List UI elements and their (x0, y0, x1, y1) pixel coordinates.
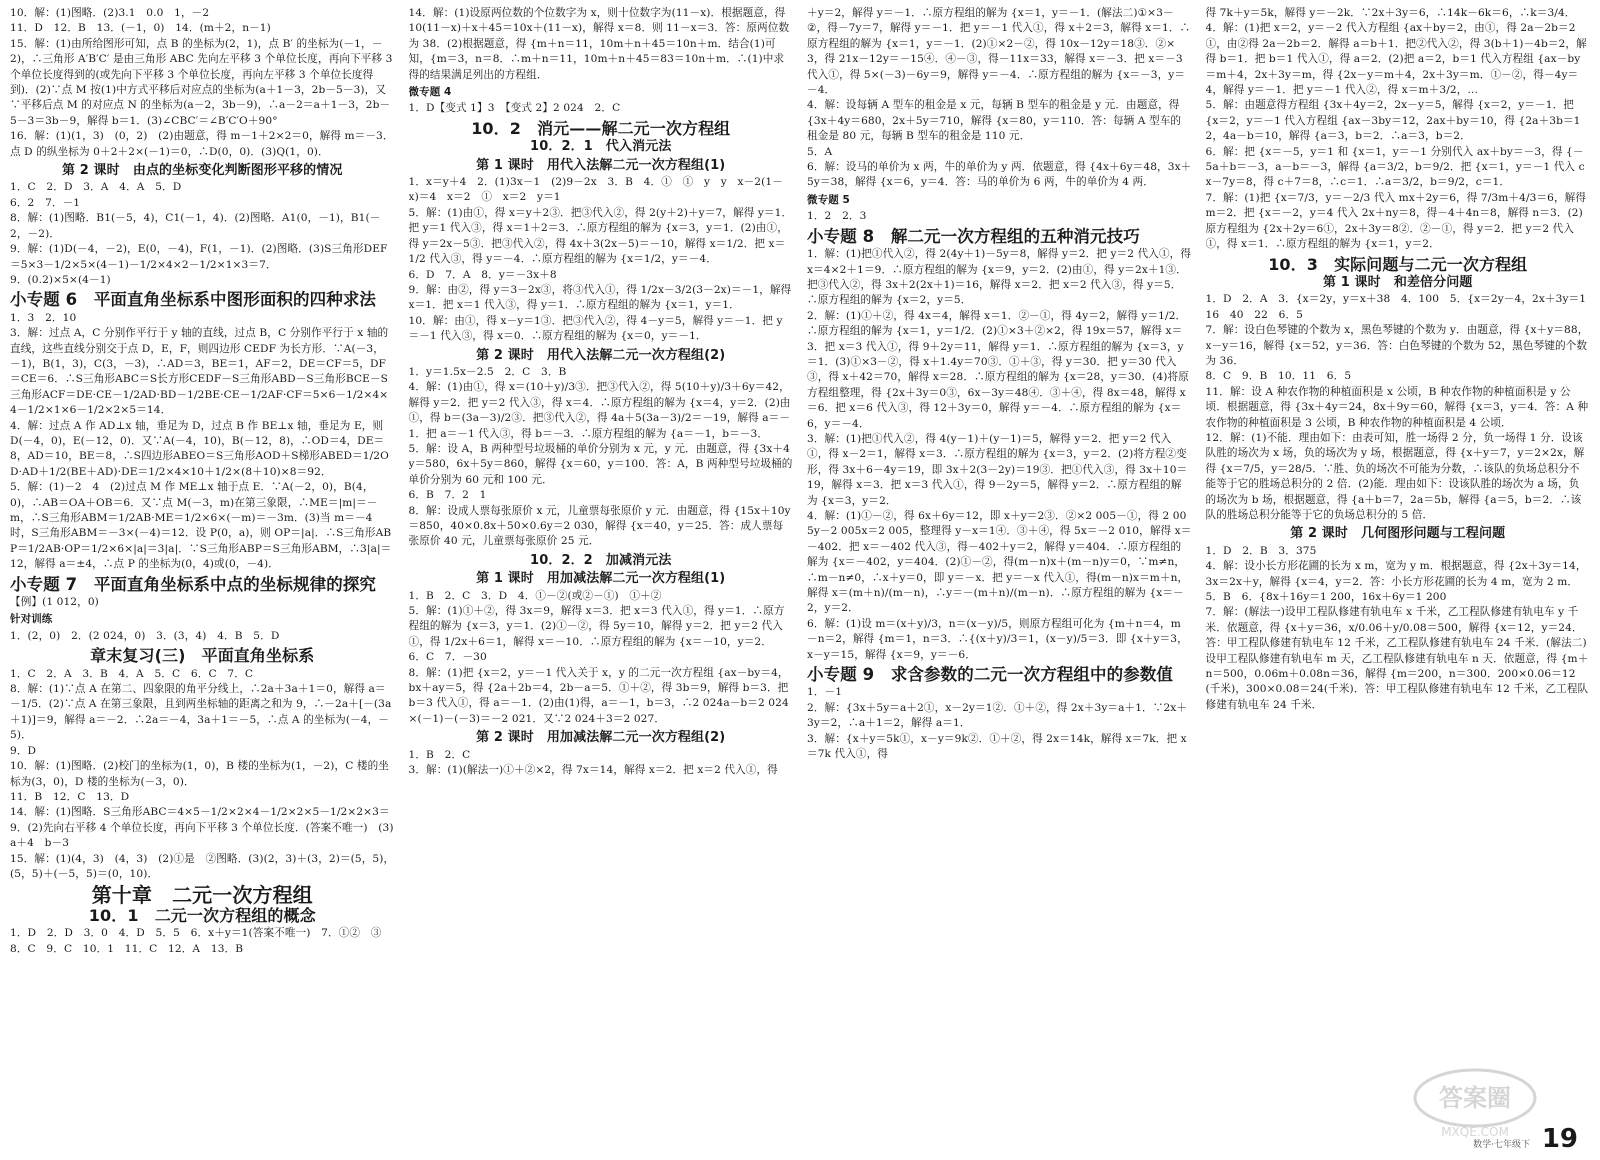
answer-item: 8．解：(1)图略．B1(－5，4)，C1(－1，4)．(2)图略．A1(0，－1)，B1(－2，－2)． (10, 212, 381, 240)
answer-item: 15．解：(1)由所给图形可知，点 B 的坐标为(2，1)，点 B′ 的坐标为(－1，－2)，∴三角形 A′B′C′ 是由三角形 ABC 先向左平移 3 个单位长度，再向下平移 3 个单位长度得到的(或先向下平移 3 个单位长度，再向左平移 3 个单位长度得到)．(2)∵点 M 按(1)中方式平移后对应点的坐标为(a＋1－3，2b－5－3)，又∵平移后点 M 的对应点 N 的坐标为(a－2，3b－9)，∴a－2＝a＋1－3，2b－5－3＝3b－9，解得 b＝1．(3)∠CBC′＝∠B′C′O＋90° (10, 37, 393, 127)
answer-item: 16．解：(1)(1，3) (0，2) (2)由题意，得 m－1＋2×2＝0，解得 m＝－3．点 D 的纵坐标为 0＋2＋2×(－1)＝0，∴D(0，0)．(3)Q(1，0)． (10, 130, 394, 158)
answer-item: 1．y＝1.5x－2.5 2．C 3．B (408, 365, 567, 378)
answer-item: ＋y＝2，解得 y＝－1．∴原方程组的解为 {x＝1，y＝－1．(解法二)①×3－②，得－7y＝7，解得 y＝－1．把 y＝－1 代入①，得 x＋2＝3，解得 x＝1．∴原方程组的解为 {x＝1，y＝－1．(2)①×2－②，得 10x－12y＝18③．②×3，得 21x－12y＝－15④．④－③，得－11x＝33，解得 x＝－3．把 x＝－3 代入①，得 5×(－3)－6y＝9，解得 y＝－4．∴原方程组的解为 {x＝－3，y＝－4． (807, 7, 1191, 97)
answer-item: 4．解：(1)把 x＝2，y＝－2 代入方程组 {ax＋by＝2，由①，得 2a－2b＝2①，由②得 2a－2b＝2．解得 a＝b＋1．把②代入②，得 3(b＋1)－4b＝2，解得 b＝1．把 b＝1 代入①，得 a＝2．(2)把 a＝2，b＝1 代入方程组 {ax－by＝m＋4，2x＋3y＝m，得 {2x－y＝m＋4，2x＋3y＝m．①－②，得－4y＝4，解得 y＝－1．把 y＝－1 代入②，得 x＝m＋3/2，… (1205, 22, 1587, 97)
column-1 (10, 6, 395, 1160)
answer-item: 9．D (10, 744, 37, 757)
answer-item: 10．解：(1)图略．(2)3.1 0.0 1，－2 (10, 7, 210, 19)
answer-item: 5．解：设 A，B 两种型号垃圾桶的单价分别为 x 元，y 元．由题意，得 {3x＋4y＝580，6x＋5y＝860，解得 {x＝60，y＝100．答：A，B 两种型号垃圾桶的单价分别为 60 元和 100 元． (408, 442, 793, 486)
section-heading: 10．3 实际问题与二元一次方程组 (1268, 254, 1528, 274)
answer-item: 3．解：{x＋y＝5k①，x－y＝9k②．①＋②，得 2x＝14k，解得 x＝7k．把 x＝7k 代入①，得 (807, 732, 1187, 761)
answer-item: 9．解：由②，得 y＝3－2x③，将③代入①，得 1/2x－3/2(3－2x)＝－1，解得 x＝1．把 x＝1 代入③，得 y＝1．∴原方程组的解为 {x＝1，y＝1． (408, 283, 792, 312)
answer-item: 5．解：(1)①＋②，得 3x＝9，解得 x＝3．把 x＝3 代入①，得 y＝1．∴原方程组的解为 {x＝3，y＝1．(2)①－②，得 5y＝10，解得 y＝2．把 y＝2 代入①，得 1/2x＋6＝1，解得 x＝－10．∴原方程组的解为 {x＝－10，y＝2． (408, 605, 785, 648)
answer-item: 5．解：(1)－2 4 (2)过点 M 作 ME⊥x 轴于点 E．∵A(－2，0)，B(4，0)，∴AB＝OA＋OB＝6．又∵点 M(－3，m)在第三象限，∴ME＝|m|＝－m，∴S三角形ABM＝1/2AB·ME＝1/2×6×(－m)＝－3m．(3)当 m＝－4 时，S三角形ABM＝－3×(－4)＝12．设 P(0，a)，则 OP＝|a|．∴S三角形ABP＝1/2AB·OP＝1/2×6×|a|＝3|a|．∵S三角形ABP＝S三角形ABM，∴3|a|＝12，解得 a＝±4，∴点 P 的坐标为(0，4)或(0，－4)． (10, 481, 392, 571)
answer-item: 1．x＝y＋4 2．(1)3x－1 (2)9－2x 3．B 4．① ① y y x－2(1－x)＝4 x＝2 ① x＝2 y＝1 (408, 176, 783, 204)
answer-item: 6．解：(1)设 m＝(x＋y)/3，n＝(x－y)/5，则原方程组可化为 {m＋n＝4，m－n＝2，解得 {m＝1，n＝3．∴{(x＋y)/3＝1，(x－y)/5＝3．即 {x＋y＝3，x－y＝15，解得 {x＝9，y＝－6． (807, 617, 1188, 661)
answer-item: 6．B 7．2 1 (408, 489, 487, 502)
answer-item: 8．解：(1)把 {x＝2，y＝－1 代入关于 x，y 的二元一次方程组 {ax－by＝4，bx＋ay＝5，得 {2a＋2b＝4，2b－a＝5．①＋②，得 3b＝9，解得 b＝3．把 b＝3 代入①，得 a＝－1．(2)由(1)得，a＝－1，b＝3，∴2 024a－b＝2 024×(－1)－(－3)＝－2 021．又∵2 024＋3＝2 027． (408, 666, 789, 725)
section-heading: 10．2 消元——解二元一次方程组 (471, 118, 731, 138)
lesson-heading: 第 1 课时 和差倍分问题 (1323, 274, 1473, 290)
answer-item: 1．B 2．C (408, 748, 471, 761)
answer-item: 1．D 2．B 3．375 (1205, 544, 1317, 557)
answer-item: 1．2 2．3 (807, 210, 867, 223)
answer-item: 5．解：(1)由①，得 x＝y＋2③．把③代入②，得 2(y＋2)＋y＝7，解得 y＝1．把 y＝1 代入③，得 x＝1＋2＝3．∴原方程组的解为 {x＝3，y＝1．(2)由①，得 y＝2x－5③．把③代入②，得 4x＋3(2x－5)＝－10，解得 x＝1/2．把 x＝1/2 代入③，得 y＝－4．∴原方程组的解为 {x＝1/2，y＝－4． (408, 206, 793, 266)
answer-item: 1．3 2．10 (10, 311, 77, 324)
answer-item: 5．B 6．{8x＋16y＝1 200，16x＋6y＝1 200 (1205, 591, 1447, 604)
answer-item: 7．解：(1)把 {x＝7/3，y＝－2/3 代入 mx＋2y＝6，得 7/3m＋4/3＝6，解得 m＝2．把 {x＝－2，y＝4 代入 2x＋ny＝8，得－4＋4n＝8，解得 n＝3．(2)原方程组为 {2x＋2y＝6①，2x＋3y＝8②．②－①，得 y＝2．把 y＝2 代入①，得 x＝1．∴原方程组的解为 {x＝1，y＝2． (1205, 191, 1587, 251)
section-heading: 章末复习(三) 平面直角坐标系 (90, 646, 315, 666)
svg-text:MXQE.COM: MXQE.COM (1441, 1125, 1509, 1139)
answer-item: 8．C 9．B 10．11 6．5 (1205, 370, 1352, 383)
answer-item: 5．A (807, 145, 833, 158)
answer-item: 1．B 2．C 3．D 4．①－②(或②－①) ①＋② (408, 589, 662, 602)
answer-item: 1．－1 (807, 686, 843, 699)
answer-item: 6．2 7．－1 (10, 196, 81, 209)
lesson-heading: 第 2 课时 用代入法解二元一次方程组(2) (476, 347, 726, 363)
answer-item: 11．D 12．B 13．(－1，0) 14．(m＋2，n－1) (10, 22, 271, 35)
lesson-heading: 第 2 课时 几何图形问题与工程问题 (1290, 526, 1506, 542)
svg-text:答案圈: 答案圈 (1439, 1084, 1511, 1112)
answer-item: 9．(0.2)×5×(4－1) (10, 273, 111, 286)
answer-item: 1．C 2．A 3．B 4．A 5．C 6．C 7．C (10, 667, 254, 680)
answer-item: 4．解：设小长方形花圃的长为 x m，宽为 y m．根据题意，得 {2x＋3y＝14，3x＝2x＋y，解得 {x＝4，y＝2．答：小长方形花圃的长为 4 m，宽为 2 m． (1205, 560, 1587, 588)
answer-item: 2．解：(1)①＋②，得 4x＝4，解得 x＝1．②－①，得 4y＝2，解得 y＝1/2．∴原方程组的解为 {x＝1，y＝1/2．(2)①×3＋②×2，得 19x＝57，解得 x＝3．把 x＝3 代入①，得 9＋2y＝11，解得 y＝1．∴原方程组的解为 {x＝3，y＝1．(3)①×3－②，得 x＋1.4y＝70③．①＋③，得 y＝30．把 y＝30 代入③，得 x＋42＝70，解得 x＝28．∴原方程组的解为 {x＝28，y＝30．(4)将原方程组整理，得 {2x＋3y＝0③，6x－3y＝48④．③＋④，得 8x＝48，解得 x＝6．把 x＝6 代入③，得 12＋3y＝0，解得 y＝－4．∴原方程组的解为 {x＝6，y＝－4． (807, 309, 1189, 430)
sub-heading: 针对训练 (10, 613, 53, 626)
answer-item: 6．解：把 {x＝－5，y＝1 和 {x＝1，y＝－1 分别代入 ax＋by＝－3，得 {－5a＋b＝－3，a－b＝－3，解得 {a＝3/2，b＝9/2．把 {x＝1，y＝－1 代入 cx－7y＝8，得 c＋7＝8，∴c＝1．∴a＝3/2，b＝9/2，c＝1． (1205, 145, 1585, 189)
answer-item: 3．解：(1)把①代入②，得 4(y－1)＋(y－1)＝5，解得 y＝2．把 y＝2 代入①，得 x－2＝1，解得 x＝3．∴原方程组的解为 {x＝3，y＝2．(2)将方程②变形，得 3x＋6－4y＝19，即 3x＋2(3－2y)＝19③．把①代入③，得 3x＋10＝19，解得 x＝3．把 x＝3 代入①，得 9－2y＝5，解得 y＝2．∴原方程组的解为 {x＝3，y＝2． (807, 432, 1188, 507)
answer-item: 4．解：(1)①－②，得 6x＋6y＝12，即 x＋y＝2③．②×2 005－①，得 2 005y－2 005x＝2 005，整理得 y－x＝1④．③＋④，得 5x＝－2 010，解得 x＝－402．把 x＝－402 代入③，得－402＋y＝2，解得 y＝404．∴原方程组的解为 {x＝－402，y＝404．(2)①－②，得(m－n)x＋(m－n)y＝0，∵m≠n，∴m－n≠0，∴x＋y＝0，即 y＝－x．把 y＝－x 代入①，得(m－n)x＝m＋n，解得 x＝(m＋n)/(m－n)，∴y＝－(m＋n)/(m－n)．∴原方程组的解为 {x＝－2，y＝2． (807, 510, 1192, 615)
chapter-heading: 第十章 二元一次方程组 (91, 883, 313, 908)
answer-item: 12．解：(1)不能．理由如下：由表可知，胜一场得 2 分，负一场得 1 分．设该队胜的场次为 x 场，负的场次为 y 场，根据题意，得 {x＋y＝7，y＝2×2x，解得 {x＝7/5，y＝28/5．∵胜、负的场次不可能为分数，∴该队的负场总积分不能等于它的胜场总积分的 2 倍．(2)能．理由如下：设该队胜的场次为 a 场，负的场次为 b 场，根据题意，得 {a＋b＝7，2a＝5b，解得 {a＝5，b＝2．∴该队的胜场总积分能等于它的负场总积分的 5 倍． (1205, 431, 1585, 521)
answer-item: 8．解：(1)∵点 A 在第二、四象限的角平分线上，∴2a＋3a＋1＝0，解得 a＝－1/5．(2)∵点 A 在第三象限，且到两坐标轴的距离之和为 9，∴－2a＋[－(3a＋1)]＝9，解得 a＝－2．∴2a＝－4，3a＋1＝－5，∴点 A 的坐标为(－4，－5)． (10, 683, 392, 742)
answer-item: 7．解：(解法一)设甲工程队修建有轨电车 x 千米，乙工程队修建有轨电车 y 千米．依题意，得 {x＋y＝36，x/0.06＋y/0.08＝500，解得 {x＝12，y＝24．答：甲工程队修建有轨电车 12 千米，乙工程队修建有轨电车 24 千米．(解法二)设甲工程队修建有轨电车 m 天，乙工程队修建有轨电车 n 天．依题意，得 {m＋n＝500，0.06m＋0.08n＝36，解得 {m＝200，n＝300．200×0.06＝12(千米)，300×0.08＝24(千米)．答：甲工程队修建有轨电车 12 千米，乙工程队修建有轨电车 24 千米． (1205, 606, 1589, 711)
answer-item: 1．D 2．D 3．0 4．D 5．5 6．x＋y＝1(答案不唯一) 7．①② ③ 8．C 9．C 10．1 11．C 12．A 13．B (10, 927, 393, 955)
answer-item: 10．解：(1)图略．(2)校门的坐标为(1，0)，B 楼的坐标为(1，－2)，C 楼的坐标为(3，0)，D 楼的坐标为(－3，0)． (10, 760, 389, 788)
answer-item: 1．(2，0) 2．(2 024，0) 3．(3，4) 4．B 5．D (10, 629, 280, 642)
column-3 (807, 6, 1192, 1160)
sub-heading: 微专题 4 (408, 86, 452, 99)
footer-tag: 数学·七年级下 (1473, 1140, 1530, 1150)
answer-item: 1．D 2．A 3．{x＝2y，y＝x＋38 4．100 5．{x＝2y－4，2x＋3y＝116 40 22 6．5 (1205, 293, 1587, 321)
answer-item: 4．解：(1)由①，得 x＝(10＋y)/3③．把③代入②，得 5(10＋y)/3＋6y＝42，解得 y＝2．把 y＝2 代入③，得 x＝4．∴原方程组的解为 {x＝4，y＝2．(2)由①，得 b＝(3a－3)/2③．把③代入②，得 4a＋5(3a－3)/2＝－19，解得 a＝－1．把 a＝－1 代入③，得 b＝－3．∴原方程组的解为 {a＝－1，b＝－3． (408, 381, 791, 440)
answer-item: 8．解：设成人票每张原价 x 元，儿童票每张原价 y 元．由题意，得 {15x＋10y＝850，40×0.8x＋50×0.6y＝2 030，解得 {x＝40，y＝25．答：成人票每张原价 40 元，儿童票每张原价 25 元． (408, 504, 791, 548)
answer-item: 6．C 7．－30 (408, 651, 487, 664)
column-4 (1206, 6, 1591, 1160)
answer-item: 10．解：由①，得 x－y＝1③．把③代入②，得 4－y＝5，解得 y＝－1．把 y＝－1 代入③，得 x＝0．∴原方程组的解为 {x＝0，y＝－1． (408, 314, 783, 343)
topic-heading: 小专题 7 平面直角坐标系中点的坐标规律的探究 (10, 574, 377, 594)
answer-item: 14．解：(1)图略．S三角形ABC＝4×5－1/2×2×4－1/2×2×5－1/2×2×3＝9．(2)先向右平移 4 个单位长度，再向下平移 3 个单位长度．(答案不唯一) (3)a＋4 b－3 (10, 806, 394, 850)
lesson-heading: 第 2 课时 由点的坐标变化判断图形平移的情况 (62, 163, 343, 179)
lesson-heading: 第 1 课时 用加减法解二元一次方程组(1) (476, 571, 726, 587)
answer-item: 2．解：{3x＋5y＝a＋2①，x－2y＝1②．①＋②，得 2x＋3y＝a＋1．∵2x＋3y＝2，∴a＋1＝2，解得 a＝1． (807, 701, 1188, 730)
answer-item: 1．解：(1)把①代入②，得 2(4y＋1)－5y＝8，解得 y＝2．把 y＝2 代入①，得 x＝4×2＋1＝9．∴原方程组的解为 {x＝9，y＝2．(2)由①，得 y＝2x＋1③．把③代入②，得 3x＋2(2x＋1)＝16，解得 x＝2．把 x＝2 代入③，得 y＝5．∴原方程组的解为 {x＝2，y＝5． (807, 248, 1192, 307)
answer-item: 【例】(1 012，0) (10, 596, 99, 609)
section-heading: 10．1 二元一次方程组的概念 (88, 905, 316, 925)
answer-item: 15．解：(1)(4，3) (4，3) (2)①是 ②图略．(3)(2，3)＋(3，2)＝(5，5)，(5，5)＋(－5，5)＝(0，10)． (10, 852, 395, 880)
lesson-heading: 10．2．2 加减消元法 (530, 552, 672, 568)
lesson-heading: 第 1 课时 用代入法解二元一次方程组(1) (476, 157, 726, 173)
answer-item: 4．解：设每辆 A 型车的租金是 x 元，每辆 B 型车的租金是 y 元．由题意，得 {3x＋4y＝680，2x＋5y＝710，解得 {x＝80，y＝110．答：每辆 A 型车的租金是 80 元，每辆 B 型车的租金是 110 元． (807, 99, 1182, 143)
sub-heading: 微专题 5 (807, 193, 850, 206)
page-number: 19 (1541, 1124, 1578, 1154)
answer-item: 1．C 2．D 3．A 4．A 5．D (10, 181, 182, 194)
answer-item: 7．解：设白色琴键的个数为 x，黑色琴键的个数为 y．由题意，得 {x＋y＝88，x－y＝16，解得 {x＝52，y＝36．答：白色琴键的个数为 52，黑色琴键的个数为 36． (1205, 324, 1589, 367)
topic-heading: 小专题 9 求含参数的二元一次方程组中的参数值 (807, 665, 1174, 685)
answer-item: 14．解：(1)设原两位数的个位数字为 x，则十位数字为(11－x)．根据题意，得 10(11－x)＋x＋45＝10x＋(11－x)，解得 x＝8．则 11－x＝3．答：原两位数为 38．(2)根据题意，得 {m＋n＝11，10m＋n＋45＝10n＋m．结合(1)可知，{m＝3，n＝8．∴m＋n＝11，10m＋n＋45＝83＝10n＋m．∴(1)中求得的结果满足列出的方程组． (408, 7, 790, 81)
answer-item: 9．解：(1)D(－4，－2)，E(0，－4)，F(1，－1)．(2)图略．(3)S三角形DEF＝5×3－1/2×5×(4－1)－1/2×4×2－1/2×1×3＝7． (10, 243, 388, 271)
answer-item: 11．解：设 A 种农作物的种植面积是 x 公顷，B 种农作物的种植面积是 y 公顷．根据题意，得 {3x＋4y＝24，8x＋9y＝60，解得 {x＝3，y＝4．答：A 种农作物的种植面积是 3 公顷，B 种农作物的种植面积是 4 公顷． (1205, 385, 1589, 429)
answer-item: 3．解：过点 A，C 分别作平行于 y 轴的直线，过点 B，C 分别作平行于 x 轴的直线，这些直线分别交于点 D，E，F，则四边形 CEDF 为长方形．∵A(－3，－1)，B(1，3)，C(3，－3)，∴AD＝3，BE＝1，AF＝2，DE＝CF＝5，DF＝CE＝6．∴S三角形ABC＝S长方形CEDF－S三角形ABD－S三角形BCE－S三角形ACF＝DE·CE－1/2AD·BD－1/2BE·CE－1/2AF·CF＝5×6－1/2×4×4－1/2×1×6－1/2×2×5＝14． (10, 327, 389, 417)
answer-item: 6．D 7．A 8．y＝－3x＋8 (408, 268, 557, 281)
answer-item: 1．D【变式 1】3 【变式 2】2 024 2．C (408, 102, 621, 115)
lesson-heading: 第 2 课时 用加减法解二元一次方程组(2) (476, 730, 726, 746)
answer-item: 5．解：由题意得方程组 {3x＋4y＝2，2x－y＝5，解得 {x＝2，y＝－1．把 {x＝2，y＝－1 代入方程组 {ax－3by＝12，2ax＋by＝10，得 {2a＋3b＝12，4a－b＝10，解得 {a＝3，b＝2．∴a＝3，b＝2． (1205, 99, 1581, 143)
answer-item: 得 7k＋y＝5k，解得 y＝－2k．∵2x＋3y＝6，∴14k－6k＝6，∴k＝3/4． (1205, 7, 1576, 19)
answer-item: 4．解：过点 A 作 AD⊥x 轴，垂足为 D，过点 B 作 BE⊥x 轴，垂足为 E，则 D(－4，0)，E(－12，0)．又∵A(－4，10)，B(－12，8)，∴OD＝4，DE＝8，AD＝10，BE＝8，∴S四边形ABEO＝S三角形AOD＋S梯形ABED＝1/2OD·AD＋1/2(BE＋AD)·DE＝1/2×4×10＋1/2×(8＋10)×8＝92． (10, 419, 389, 478)
lesson-heading: 10．2．1 代入消元法 (530, 139, 672, 155)
topic-heading: 小专题 6 平面直角坐标系中图形面积的四种求法 (10, 290, 377, 310)
topic-heading: 小专题 8 解二元一次方程组的五种消元技巧 (807, 226, 1140, 246)
answer-item: 6．解：设马的单价为 x 两，牛的单价为 y 两．依题意，得 {4x＋6y＝48，3x＋5y＝38，解得 {x＝6，y＝4．答：马的单价为 6 两，牛的单价为 4 两． (807, 161, 1192, 189)
answer-item: 11．B 12．C 13．D (10, 790, 130, 803)
column-2 (409, 6, 794, 1160)
answer-item: 3．解：(1)(解法一)①＋②×2，得 7x＝14，解得 x＝2．把 x＝2 代入①，得 (408, 764, 778, 777)
